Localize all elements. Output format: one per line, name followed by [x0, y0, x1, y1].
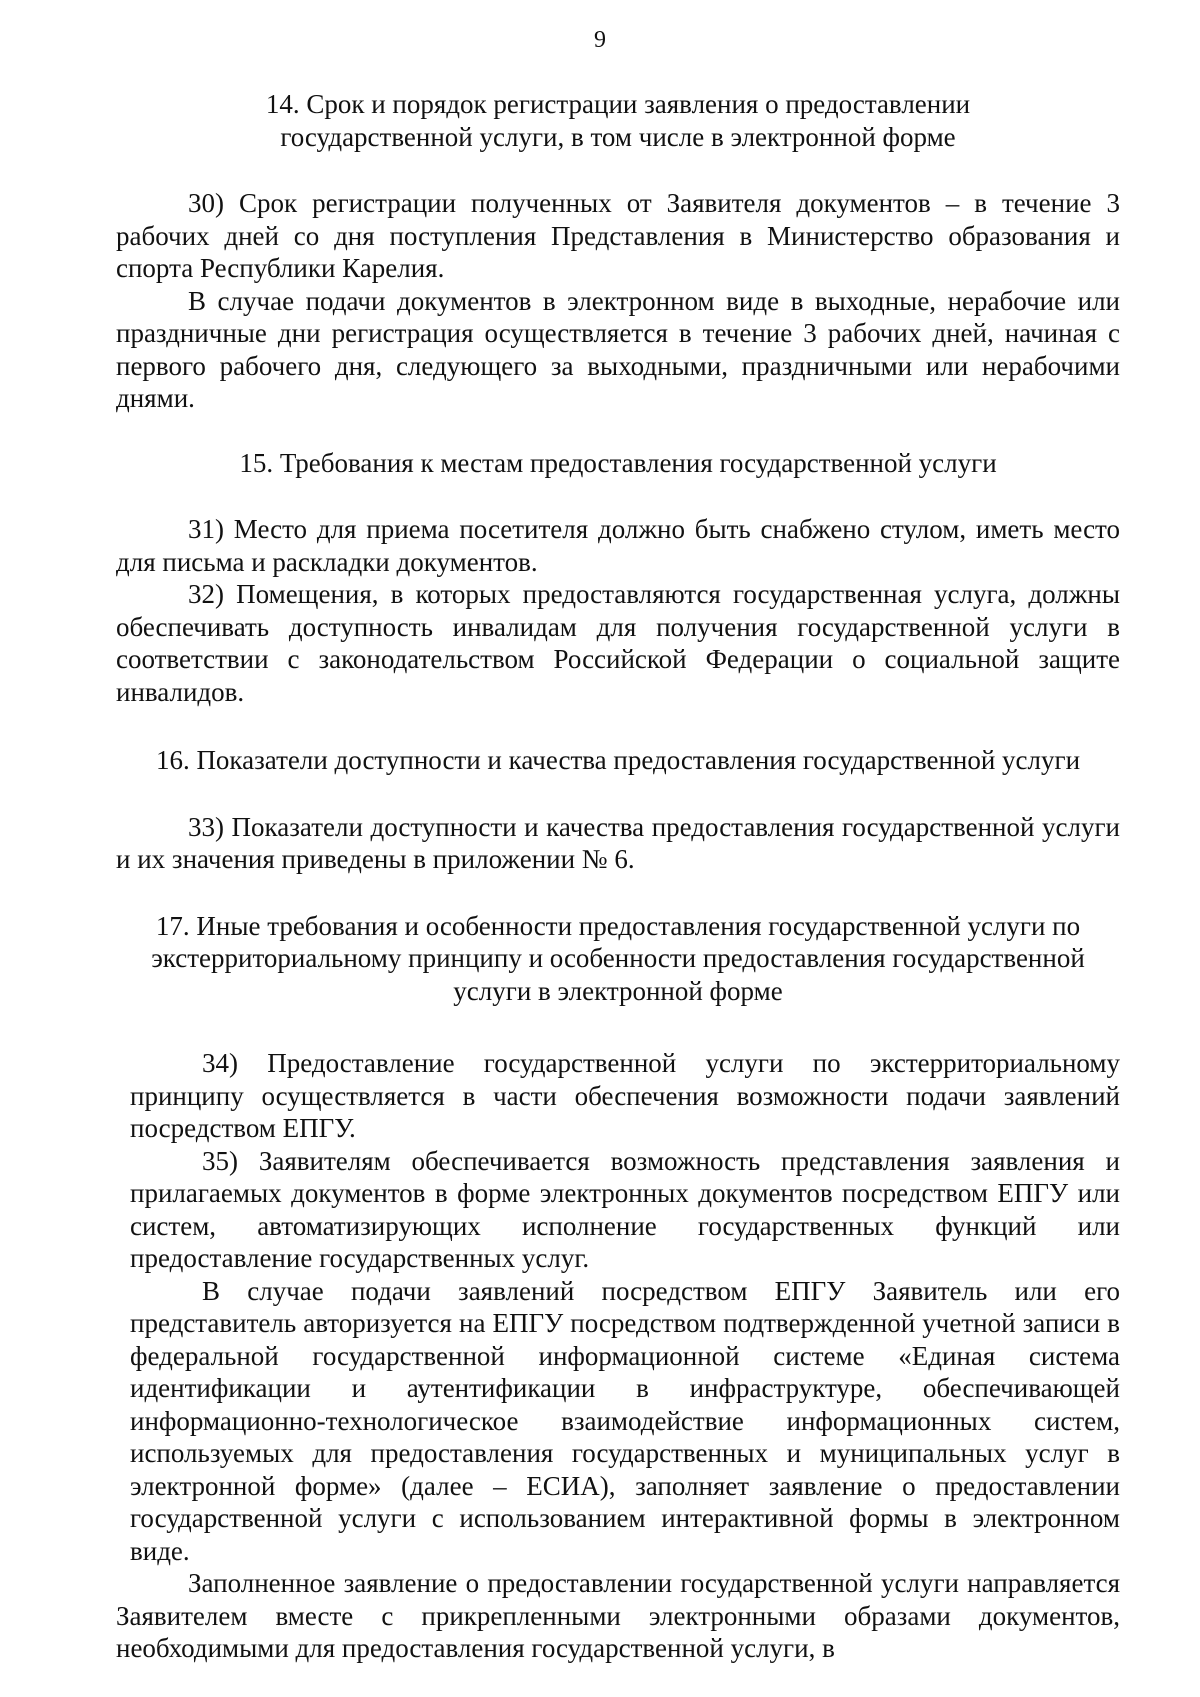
section-15-paragraph-31: 31) Место для приема посетителя должно быть снабжено стулом, иметь место для письма и раскладки документов.	[116, 514, 1120, 577]
section-17-paragraph-35: 35) Заявителям обеспечивается возможность представления заявления и прилагаемых документов в форме электронных документов посредством ЕПГУ или систем, автоматизирующих исполнение государственных функций или предоставление государственных услуг.	[130, 1145, 1120, 1273]
section-17-body	[116, 1047, 1120, 1567]
section-15-paragraph-32: 32) Помещения, в которых предоставляются государственная услуга, должны обеспечивать доступность инвалидам для получения государственной услуги в соответствии с законодательством Российской Федерации о социальной защите инвалидов.	[116, 579, 1120, 707]
section-17-paragraph-submission: Заполненное заявление о предоставлении государственной услуги направляется Заявителем вместе с прикрепленными электронными образами документов, необходимыми для предоставления государственной услуги, в	[116, 1568, 1120, 1663]
section-16-paragraph-33: 33) Показатели доступности и качества предоставления государственной услуги и их значения приведены в приложении № 6.	[116, 811, 1120, 874]
section-14-paragraph-30: 30) Срок регистрации полученных от Заявителя документов – в течение 3 рабочих дней со дня поступления Представления в Министерство образования и спорта Республики Карелия.	[116, 188, 1120, 283]
section-17-paragraph-34: 34) Предоставление государственной услуги по экстерриториальному принципу осуществляется в части обеспечения возможности подачи заявлений посредством ЕПГУ.	[130, 1048, 1120, 1143]
document-body	[116, 88, 1120, 1665]
section-16-heading: 16. Показатели доступности и качества предоставления государственной услуги	[155, 745, 1081, 775]
page-number: 9	[594, 27, 606, 53]
section-17-paragraph-epgu-authorization: В случае подачи заявлений посредством ЕПГУ Заявитель или его представитель авторизуется на ЕПГУ посредством подтвержденной учетной записи в федеральной государственной информационной системе «Единая система идентификации и аутентификации в инфраструктуре, обеспечивающей информационно-технологическое взаимодействие информационных систем, используемых для предоставления государственных и муниципальных услуг в электронной форме» (далее – ЕСИА), заполняет заявление о предоставлении государственной услуги с использованием интерактивной формы в электронном виде.	[130, 1275, 1120, 1566]
section-15-heading: 15. Требования к местам предоставления государственной услуги	[239, 447, 997, 478]
section-14-heading: 14. Срок и порядок регистрации заявления о предоставлении государственной услуги, в том числе в электронной форме	[265, 89, 971, 152]
section-17-heading: 17. Иные требования и особенности предоставления государственной услуги по экстерриториальному принципу и особенности предоставления государственной услуги в электронной форме	[151, 910, 1085, 1006]
section-14-paragraph-weekend: В случае подачи документов в электронном виде в выходные, нерабочие или праздничные дни регистрация осуществляется в течение 3 рабочих дней, начиная с первого рабочего дня, следующего за выходными, праздничными или нерабочими днями.	[116, 285, 1120, 413]
